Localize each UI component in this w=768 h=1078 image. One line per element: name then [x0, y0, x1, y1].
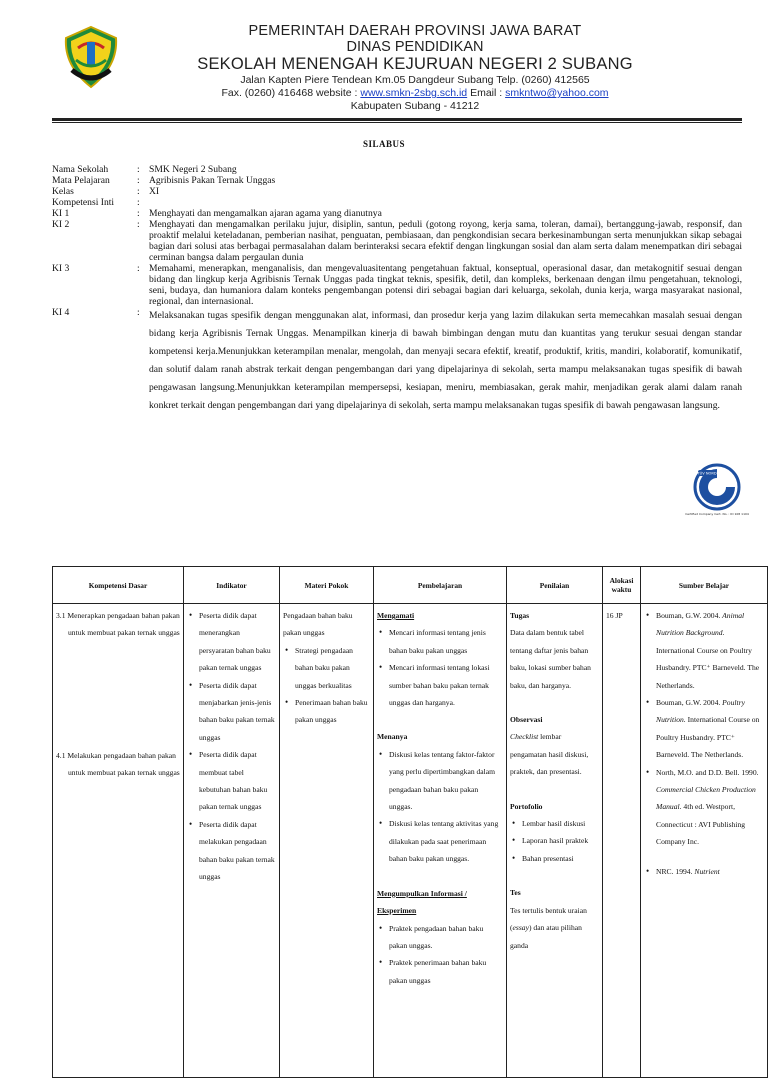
list-item: • Mencari informasi tentang lokasi sumber bahan baku pakan ternak unggas dan harganya.: [389, 659, 503, 711]
kd-item: 4.1 Melakukan pengadaan bahan pakan untuk membuat pakan ternak unggas: [56, 750, 180, 778]
cell-materi-pokok: [280, 604, 374, 1078]
list-item: • Praktek pengadaan bahan baku pakan unggas.: [389, 920, 503, 955]
materi-title: Pengadaan bahan baku pakan unggas: [283, 611, 353, 638]
west-java-emblem-icon: [62, 26, 120, 88]
section-heading: Mengamati: [377, 611, 415, 620]
list-item: • Penerimaan bahan baku pakan unggas: [295, 694, 370, 729]
list-item: • Bouman, G.W. 2004. Animal Nutrition Background. International Course on Poultry Husbandry. PTC⁺ Barneveld. The Netherlands.: [656, 607, 764, 694]
list-item: • Bouman, G.W. 2004. Poultry Nutrition. International Course on Poultry Husbandry. PTC⁺ Barneveld. The Netherlands.: [656, 694, 764, 764]
section-heading: Portofolio: [510, 801, 543, 811]
cell-penilaian: [507, 604, 603, 1078]
list-item: • Peserta didik dapat membuat tabel kebutuhan bahan baku pakan ternak unggas: [199, 746, 276, 816]
email-link[interactable]: smkntwo@yahoo.com: [505, 87, 609, 99]
info-row: KI 4 : Melaksanakan tugas spesifik dengan menggunakan alat, informasi, dan prosedur kerja yang lazim dilakukan serta memecahkan masalah sesuai dengan bidang kerja Agribisnis Ternak Unggas. Menampilkan kinerja di bawah bimbingan dengan mutu dan kuantitas yang terukur sesuai dengan standar kompetensi kerja.Menunjukkan keterampilan menalar, mengolah, dan menyaji secara efektif, kreatif, produktif, kritis, mandiri, kolaboratif, komunikatif, dan solutif dalam ranah abstrak terkait dengan pengembangan dari yang dipelajarinya di sekolah, serta mampu melaksanakan tugas spesifik di bawah pengawasan langsung.Menunjukkan keterampilan mempersepsi, kesiapan, meniru, membiasakan, gerak mahir, menjadikan gerak alami dalam ranah konkret terkait dengan pengembangan dari yang dipelajarinya di sekolah, serta mampu melaksanakan tugas spesifik di bawah pengawasan langsung.: [52, 307, 742, 411]
column-header: Alokasi waktu: [603, 567, 641, 604]
letterhead-rule-thin: [52, 122, 742, 123]
list-item: • Peserta didik dapat menjabarkan jenis-jenis bahan baku pakan ternak unggas: [199, 677, 276, 747]
list-item: • Mencari informasi tentang jenis bahan baku pakan unggas: [389, 624, 503, 659]
list-item: • Diskusi kelas tentang faktor-faktor yang perlu dipertimbangkan dalam pengadaan bahan baku pakan unggas.: [389, 746, 503, 816]
table-header-row: [53, 567, 768, 604]
government-name: PEMERINTAH DAERAH PROVINSI JAWA BARAT: [248, 23, 582, 39]
section-heading: Observasi: [510, 715, 543, 725]
info-row: Kelas : XI: [52, 186, 160, 197]
letterhead-text: [150, 23, 680, 113]
cert-badge: TÜV NORD: [697, 471, 717, 476]
info-row: Kompetensi Inti :: [52, 197, 140, 208]
kd-item: 3.1 Menerapkan pengadaan bahan pakan untuk membuat pakan ternak unggas: [56, 611, 180, 638]
contact-line: Fax. (0260) 416468 website : www.smkn-2sbg.sch.id Email : smkntwo@yahoo.com: [221, 87, 609, 99]
column-header: Pembelajaran: [374, 567, 507, 604]
info-row: Mata Pelajaran : Agribisnis Pakan Ternak Unggas: [52, 175, 276, 186]
cell-indikator: [184, 604, 280, 1078]
column-header: Sumber Belajar: [641, 567, 768, 604]
department-name: DINAS PENDIDIKAN: [346, 39, 484, 55]
cell-kompetensi-dasar: [53, 604, 184, 1078]
table-row: [53, 604, 768, 1078]
list-item: • Lembar hasil diskusi: [522, 815, 599, 832]
list-item: • Bahan presentasi: [522, 850, 599, 867]
school-address: Jalan Kapten Piere Tendean Km.05 Dangdeur Subang Telp. (0260) 412565: [240, 74, 590, 86]
list-item: • Strategi pengadaan bahan baku pakan unggas berkualitas: [295, 642, 370, 694]
column-header: Indikator: [184, 567, 280, 604]
list-item: • Diskusi kelas tentang aktivitas yang dilakukan pada saat penerimaan bahan baku pakan unggas.: [389, 815, 503, 867]
column-header: Kompetensi Dasar: [53, 567, 184, 604]
info-row: Nama Sekolah : SMK Negeri 2 Subang: [52, 164, 237, 175]
list-item: • Praktek penerimaan bahan baku pakan unggas: [389, 954, 503, 989]
letterhead: [0, 0, 768, 118]
column-header: Materi Pokok: [280, 567, 374, 604]
section-heading: Tugas: [510, 611, 530, 620]
info-row: KI 3 : Memahami, menerapkan, menganalisis, dan mengevaluasitentang pengetahuan faktual, konseptual, operasional dasar, dan metakognitif sesuai dengan bidang dan lingkup kerja Agribisnis Ternak Unggas pada tingkat teknis, spesifik, detil, dan kompleks, berkenaan dengan ilmu pengetahuan, teknologi, seni, budaya, dan humaniora dalam konteks pengembangan potensi diri sebagai bagian dari keluarga, sekolah, dunia kerja, warga masyarakat nasional, regional, dan internasional.: [52, 263, 742, 307]
school-name: SEKOLAH MENENGAH KEJURUAN NEGERI 2 SUBANG: [197, 55, 633, 73]
tuv-certification-icon: [685, 463, 749, 523]
list-item: • Peserta didik dapat menerangkan persyaratan bahan baku pakan ternak unggas: [199, 607, 276, 677]
info-row: KI 1 : Menghayati dan mengamalkan ajaran agama yang dianutnya: [52, 208, 382, 219]
syllabus-info: [52, 164, 742, 415]
website-link[interactable]: www.smkn-2sbg.sch.id: [360, 87, 468, 99]
list-item: • Laporan hasil praktek: [522, 832, 599, 849]
letterhead-rule: [52, 118, 742, 121]
cell-pembelajaran: [374, 604, 507, 1078]
section-heading: Menanya: [377, 732, 408, 742]
syllabus-table: [52, 566, 768, 1078]
section-heading: Mengumpulkan Informasi / Eksperimen: [377, 888, 467, 916]
column-header: Penilaian: [507, 567, 603, 604]
city-line: Kabupaten Subang - 41212: [350, 100, 480, 112]
cell-alokasi-waktu: 16 JP: [603, 604, 641, 1078]
tes-text: Tes tertulis bentuk uraian (essay) dan atau pilihan ganda: [510, 905, 587, 950]
list-item: • NRC. 1994. Nutrient: [656, 863, 764, 880]
document-title: SILABUS: [362, 139, 406, 149]
cert-caption: Certified Company Cert. No. : ID 108 1104: [685, 512, 749, 516]
list-item: • North, M.O. and D.D. Bell. 1990. Commercial Chicken Production Manual. 4th ed. Westport, Connecticut : AVI Publishing Company Inc.: [656, 764, 764, 851]
cell-sumber-belajar: [641, 604, 768, 1078]
info-row: KI 2 : Menghayati dan mengamalkan perilaku jujur, disiplin, santun, peduli (gotong royong, kerja sama, toleran, damai), bertanggung-jawab, responsif, dan proaktif melalui keteladanan, pemberian nasihat, penguatan, pembiasaan, dan pengkondisian secara berkesinambungan serta menunjukkan sikap sebagai bagian dari solusi atas berbagai permasalahan dalam berinteraksi secara efektif dengan lingkungan sosial dan alam serta dalam menempatkan diri sebagai cerminan bangsa dalam pergaulan dunia: [52, 219, 742, 263]
section-heading: Tes: [510, 888, 521, 898]
tugas-text: Data dalam bentuk tabel tentang daftar jenis bahan baku, lokasi sumber bahan baku, dan harganya.: [510, 628, 591, 690]
list-item: • Peserta didik dapat melakukan pengadaan bahan baku pakan ternak unggas: [199, 816, 276, 886]
observasi-text: Checklist lembar pengamatan hasil diskusi, praktek, dan presentasi.: [510, 732, 589, 777]
